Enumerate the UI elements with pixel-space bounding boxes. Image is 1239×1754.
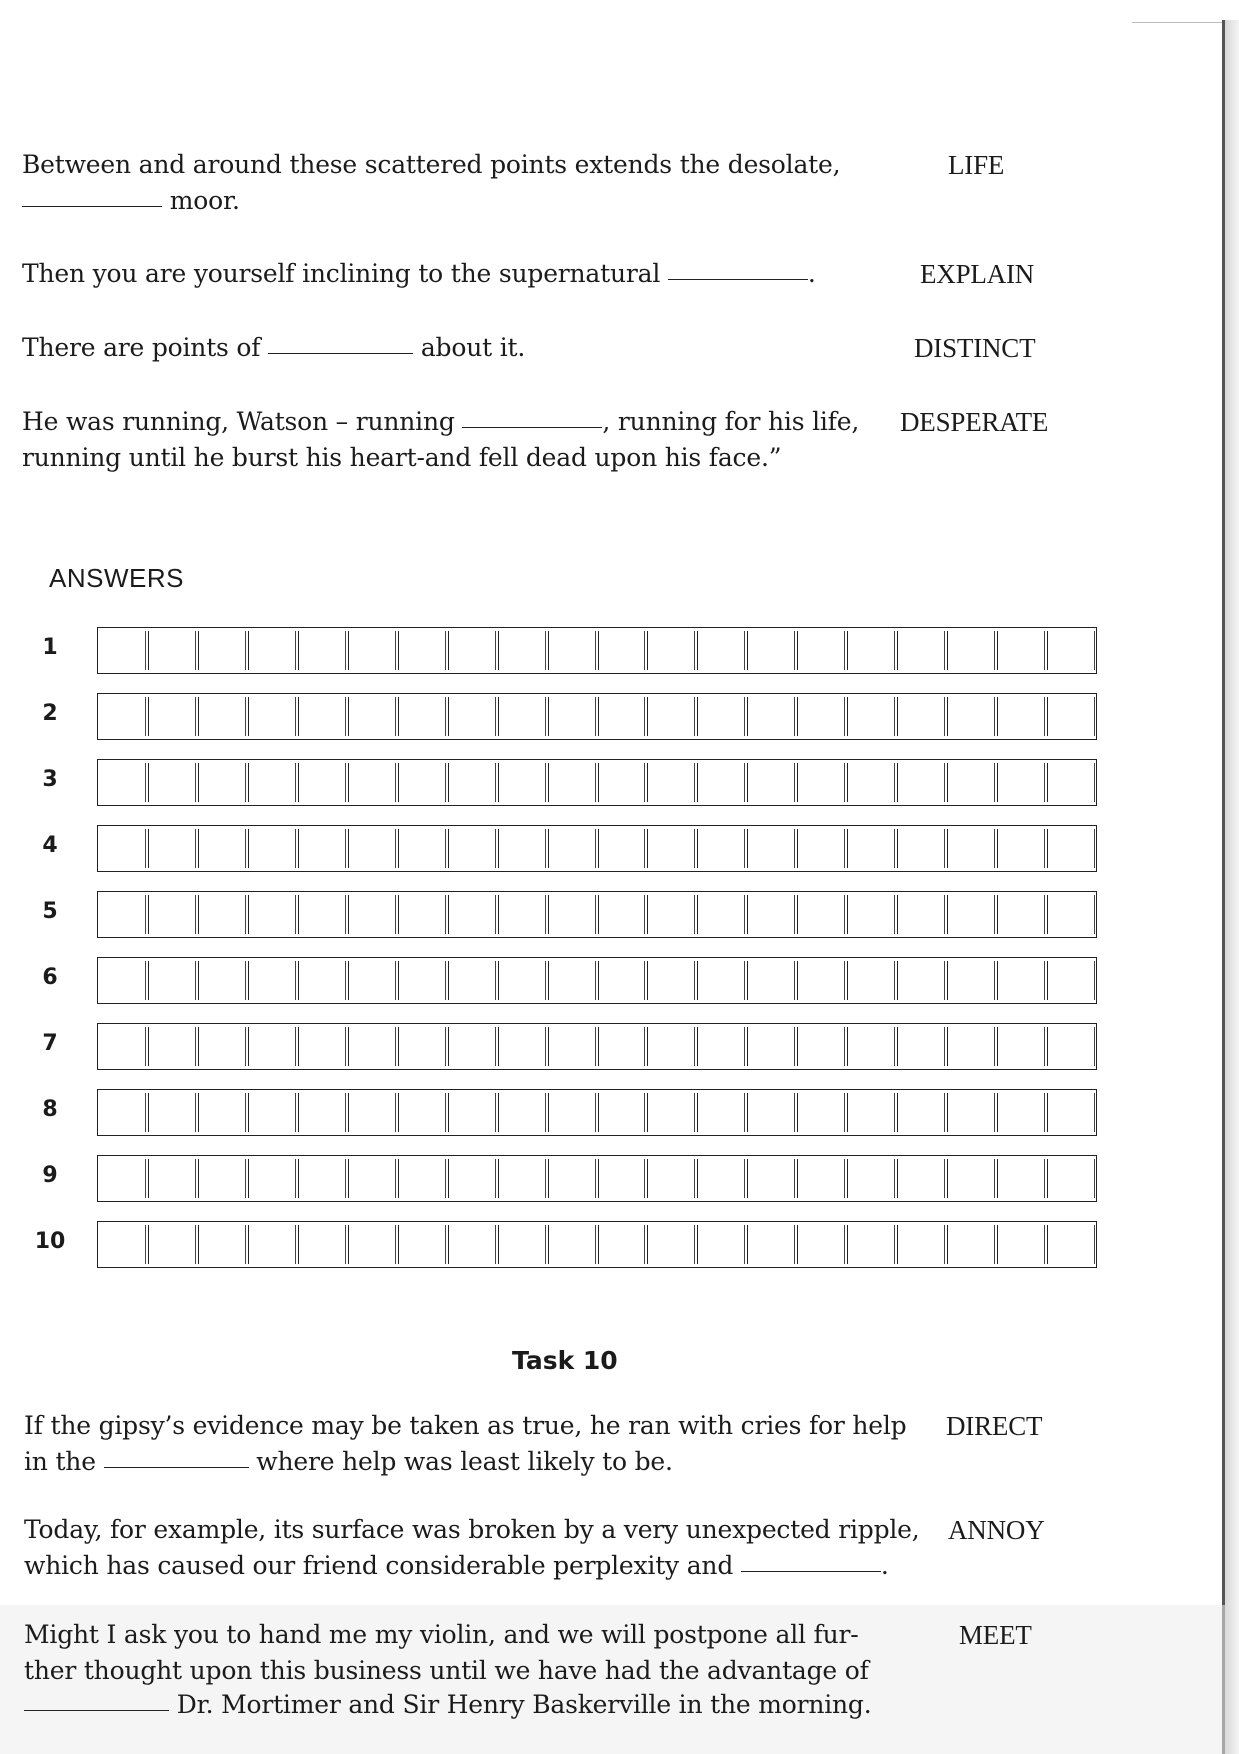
answer-letter-box[interactable] [647, 1159, 695, 1198]
answer-letter-box[interactable] [847, 631, 895, 670]
answer-letter-box[interactable] [997, 895, 1045, 934]
answer-letter-box[interactable] [747, 1027, 795, 1066]
answer-letter-box[interactable] [348, 1093, 396, 1132]
answer-letter-box[interactable] [797, 1225, 845, 1264]
sentence-text: Then you are yourself inclining to the supernatural [22, 259, 668, 288]
answer-letter-box[interactable] [248, 895, 296, 934]
answer-letter-box[interactable] [148, 1027, 196, 1066]
answer-letter-box[interactable] [148, 1225, 196, 1264]
answer-row [30, 825, 1100, 872]
keyword: ANNOY [948, 1515, 1045, 1545]
page-edge-shadow [1225, 20, 1239, 1754]
sentence-text: . [807, 259, 816, 288]
sentence-text: , running for his life, [602, 407, 860, 436]
answer-letter-box[interactable] [997, 829, 1045, 868]
answer-letter-box[interactable] [747, 1225, 795, 1264]
answer-letter-box[interactable] [99, 1159, 146, 1198]
answer-blank [104, 1466, 249, 1468]
answer-blank [22, 205, 162, 207]
answer-letter-box[interactable] [598, 1225, 646, 1264]
answer-letter-box[interactable] [548, 1093, 596, 1132]
answer-row [30, 1155, 1100, 1202]
answer-letter-box[interactable] [448, 1225, 496, 1264]
answer-letter-box[interactable] [298, 1159, 346, 1198]
sentence-text: Dr. Mortimer and Sir Henry Baskerville in the morning. [169, 1690, 872, 1719]
answer-letter-box[interactable] [747, 895, 795, 934]
answer-letter-box[interactable] [897, 1225, 945, 1264]
answer-letter-box[interactable] [198, 1159, 246, 1198]
answer-letter-box[interactable] [398, 1225, 446, 1264]
answer-letter-box[interactable] [598, 895, 646, 934]
answer-letter-box[interactable] [198, 763, 246, 802]
answer-letter-box[interactable] [1047, 829, 1095, 868]
answer-letter-box[interactable] [947, 1093, 995, 1132]
answer-letter-box[interactable] [947, 829, 995, 868]
answer-letter-box[interactable] [797, 961, 845, 1000]
answer-letter-box[interactable] [548, 1225, 596, 1264]
answer-letter-box[interactable] [448, 763, 496, 802]
answer-letter-box[interactable] [148, 631, 196, 670]
answer-letter-box[interactable] [847, 1093, 895, 1132]
answer-letter-box[interactable] [498, 1159, 546, 1198]
answer-letter-box[interactable] [897, 1027, 945, 1066]
answer-letter-box[interactable] [448, 1093, 496, 1132]
answer-letter-box[interactable] [947, 1159, 995, 1198]
answer-letter-box[interactable] [598, 631, 646, 670]
answer-letter-box[interactable] [398, 829, 446, 868]
answer-letter-box[interactable] [348, 829, 396, 868]
answer-letter-box[interactable] [697, 1225, 745, 1264]
answer-letter-box[interactable] [298, 1225, 346, 1264]
answer-letter-box[interactable] [348, 631, 396, 670]
answer-row [30, 759, 1100, 806]
answer-letter-box[interactable] [897, 631, 945, 670]
task10-item-3 [24, 1617, 1064, 1725]
answer-letter-box[interactable] [298, 895, 346, 934]
answer-letter-box[interactable] [647, 763, 695, 802]
answer-letter-box[interactable] [398, 1159, 446, 1198]
answer-blank [268, 352, 413, 354]
answer-letter-box[interactable] [647, 1225, 695, 1264]
answer-letter-box[interactable] [947, 895, 995, 934]
answer-letter-box[interactable] [997, 1027, 1045, 1066]
answer-letter-box[interactable] [697, 1027, 745, 1066]
sentence-text: which has caused our friend considerable perplexity and [24, 1551, 741, 1580]
answer-box-strip [97, 957, 1097, 1004]
answer-letter-box[interactable] [647, 631, 695, 670]
answer-letter-box[interactable] [1047, 1093, 1095, 1132]
exercise-item-1 [22, 147, 1062, 219]
answer-letter-box[interactable] [747, 763, 795, 802]
answer-letter-box[interactable] [99, 829, 146, 868]
answer-letter-box[interactable] [248, 631, 296, 670]
answer-letter-box[interactable] [298, 961, 346, 1000]
answer-letter-box[interactable] [198, 829, 246, 868]
task-title: Task 10 [512, 1346, 618, 1375]
answer-letter-box[interactable] [1047, 961, 1095, 1000]
answer-letter-box[interactable] [99, 895, 146, 934]
sentence-text: He was running, Watson – running [22, 407, 463, 436]
keyword: LIFE [948, 150, 1005, 180]
answer-letter-box[interactable] [148, 829, 196, 868]
answer-letter-box[interactable] [248, 1027, 296, 1066]
answer-letter-box[interactable] [298, 631, 346, 670]
answer-letter-box[interactable] [148, 763, 196, 802]
answer-letter-box[interactable] [448, 961, 496, 1000]
answer-letter-box[interactable] [947, 697, 995, 736]
answer-letter-box[interactable] [248, 1159, 296, 1198]
answer-letter-box[interactable] [697, 895, 745, 934]
answer-letter-box[interactable] [747, 697, 795, 736]
answer-letter-box[interactable] [598, 1093, 646, 1132]
keyword: EXPLAIN [920, 259, 1035, 289]
answer-letter-box[interactable] [697, 1159, 745, 1198]
answer-letter-box[interactable] [947, 1027, 995, 1066]
answer-letter-box[interactable] [997, 763, 1045, 802]
answer-row [30, 1089, 1100, 1136]
answer-letter-box[interactable] [647, 1093, 695, 1132]
exercise-item-4 [22, 404, 1062, 476]
page-edge [1222, 20, 1225, 1754]
answer-letter-box[interactable] [598, 763, 646, 802]
answer-box-strip [97, 891, 1097, 938]
answer-letter-box[interactable] [448, 631, 496, 670]
answer-letter-box[interactable] [498, 631, 546, 670]
answer-letter-box[interactable] [498, 961, 546, 1000]
answer-letter-box[interactable] [847, 1159, 895, 1198]
answer-letter-box[interactable] [248, 763, 296, 802]
answer-letter-box[interactable] [548, 763, 596, 802]
answer-letter-box[interactable] [548, 697, 596, 736]
answer-blank [462, 426, 602, 428]
answers-title: ANSWERS [49, 563, 184, 593]
answer-letter-box[interactable] [348, 961, 396, 1000]
answer-row-number: 6 [42, 965, 58, 990]
answer-letter-box[interactable] [248, 1225, 296, 1264]
answer-row-number: 3 [42, 767, 58, 792]
answer-letter-box[interactable] [897, 1093, 945, 1132]
answer-letter-box[interactable] [248, 961, 296, 1000]
answer-letter-box[interactable] [897, 829, 945, 868]
answer-letter-box[interactable] [747, 961, 795, 1000]
sentence-text: ther thought upon this business until we have had the advantage of [24, 1656, 869, 1685]
keyword: DISTINCT [914, 333, 1036, 363]
answer-letter-box[interactable] [1047, 1225, 1095, 1264]
answer-letter-box[interactable] [897, 961, 945, 1000]
answer-letter-box[interactable] [498, 1225, 546, 1264]
answer-box-strip [97, 1221, 1097, 1268]
answer-letter-box[interactable] [897, 1159, 945, 1198]
answer-letter-box[interactable] [847, 961, 895, 1000]
answer-letter-box[interactable] [99, 961, 146, 1000]
answer-letter-box[interactable] [99, 1225, 146, 1264]
answer-letter-box[interactable] [847, 829, 895, 868]
answer-letter-box[interactable] [997, 1093, 1045, 1132]
answer-letter-box[interactable] [847, 895, 895, 934]
answer-letter-box[interactable] [697, 829, 745, 868]
answer-letter-box[interactable] [598, 829, 646, 868]
answer-letter-box[interactable] [997, 697, 1045, 736]
answer-row-number: 2 [42, 701, 58, 726]
answer-letter-box[interactable] [847, 1225, 895, 1264]
answer-letter-box[interactable] [398, 1093, 446, 1132]
answer-letter-box[interactable] [1047, 763, 1095, 802]
answer-letter-box[interactable] [797, 1093, 845, 1132]
answer-letter-box[interactable] [598, 1027, 646, 1066]
answer-letter-box[interactable] [148, 961, 196, 1000]
answer-box-strip [97, 825, 1097, 872]
answer-letter-box[interactable] [398, 1027, 446, 1066]
answer-letter-box[interactable] [697, 1093, 745, 1132]
answer-letter-box[interactable] [348, 895, 396, 934]
answer-row [30, 891, 1100, 938]
answer-letter-box[interactable] [498, 1093, 546, 1132]
answer-letter-box[interactable] [947, 763, 995, 802]
answer-blank [741, 1570, 881, 1572]
answer-letter-box[interactable] [398, 763, 446, 802]
answer-letter-box[interactable] [647, 895, 695, 934]
answer-letter-box[interactable] [99, 631, 146, 670]
answer-letter-box[interactable] [99, 1093, 146, 1132]
answer-letter-box[interactable] [248, 1093, 296, 1132]
answer-row-number: 10 [34, 1229, 66, 1254]
answer-row-number: 5 [42, 899, 58, 924]
answer-letter-box[interactable] [1047, 895, 1095, 934]
answer-box-strip [97, 759, 1097, 806]
answer-box-strip [97, 627, 1097, 674]
task10-item-2 [24, 1512, 1064, 1584]
answer-blank [24, 1709, 169, 1711]
answer-letter-box[interactable] [897, 895, 945, 934]
answer-letter-box[interactable] [797, 895, 845, 934]
answer-letter-box[interactable] [498, 763, 546, 802]
page-edge-top [1132, 22, 1222, 23]
answer-letter-box[interactable] [797, 697, 845, 736]
answer-letter-box[interactable] [947, 1225, 995, 1264]
answer-letter-box[interactable] [348, 1159, 396, 1198]
answer-box-strip [97, 693, 1097, 740]
sentence-text: If the gipsy’s evidence may be taken as true, he ran with cries for help [24, 1411, 907, 1440]
task10-item-1 [24, 1408, 1064, 1480]
answer-letter-box[interactable] [248, 697, 296, 736]
answer-letter-box[interactable] [897, 697, 945, 736]
keyword: DESPERATE [900, 407, 1049, 437]
sentence-text: in the [24, 1447, 104, 1476]
answer-letter-box[interactable] [697, 697, 745, 736]
answer-letter-box[interactable] [448, 1159, 496, 1198]
answer-letter-box[interactable] [647, 697, 695, 736]
answer-letter-box[interactable] [997, 1159, 1045, 1198]
sentence-text: Today, for example, its surface was broken by a very unexpected ripple, [24, 1515, 920, 1544]
answer-letter-box[interactable] [99, 697, 146, 736]
answer-row-number: 8 [42, 1097, 58, 1122]
answer-letter-box[interactable] [348, 1225, 396, 1264]
answer-box-strip [97, 1089, 1097, 1136]
sentence-text: where help was least likely to be. [248, 1447, 673, 1476]
answer-letter-box[interactable] [797, 1159, 845, 1198]
sentence-text: There are points of [22, 333, 269, 362]
answer-row [30, 627, 1100, 674]
answer-letter-box[interactable] [697, 763, 745, 802]
answer-letter-box[interactable] [448, 1027, 496, 1066]
answer-letter-box[interactable] [747, 1093, 795, 1132]
answer-letter-box[interactable] [897, 763, 945, 802]
answer-letter-box[interactable] [298, 1027, 346, 1066]
answer-letter-box[interactable] [248, 829, 296, 868]
answer-letter-box[interactable] [1047, 697, 1095, 736]
answer-letter-box[interactable] [498, 895, 546, 934]
answer-letter-box[interactable] [697, 631, 745, 670]
answer-letter-box[interactable] [747, 829, 795, 868]
answer-letter-box[interactable] [99, 763, 146, 802]
answer-row-number: 1 [42, 635, 58, 660]
exercise-item-2 [22, 256, 1062, 296]
answer-letter-box[interactable] [448, 895, 496, 934]
answer-letter-box[interactable] [498, 829, 546, 868]
answer-letter-box[interactable] [847, 1027, 895, 1066]
answer-letter-box[interactable] [997, 961, 1045, 1000]
answer-letter-box[interactable] [548, 895, 596, 934]
answer-letter-box[interactable] [548, 1027, 596, 1066]
sentence-text: about it. [413, 333, 526, 362]
answer-letter-box[interactable] [797, 1027, 845, 1066]
answer-letter-box[interactable] [947, 631, 995, 670]
answer-letter-box[interactable] [99, 1027, 146, 1066]
answer-letter-box[interactable] [847, 763, 895, 802]
answer-letter-box[interactable] [697, 961, 745, 1000]
answer-letter-box[interactable] [148, 895, 196, 934]
answer-letter-box[interactable] [947, 961, 995, 1000]
answer-letter-box[interactable] [448, 697, 496, 736]
answer-letter-box[interactable] [548, 631, 596, 670]
sentence-text: Between and around these scattered points extends the desolate, [22, 150, 841, 179]
answer-row [30, 693, 1100, 740]
answer-letter-box[interactable] [198, 631, 246, 670]
answer-letter-box[interactable] [148, 1159, 196, 1198]
answer-letter-box[interactable] [198, 1093, 246, 1132]
answer-letter-box[interactable] [198, 961, 246, 1000]
answer-letter-box[interactable] [647, 1027, 695, 1066]
answer-row-number: 7 [42, 1031, 58, 1056]
answer-letter-box[interactable] [797, 631, 845, 670]
keyword: DIRECT [946, 1411, 1043, 1441]
answer-letter-box[interactable] [348, 1027, 396, 1066]
answer-letter-box[interactable] [398, 961, 446, 1000]
answer-letter-box[interactable] [598, 1159, 646, 1198]
answer-letter-box[interactable] [548, 829, 596, 868]
answer-letter-box[interactable] [298, 763, 346, 802]
answer-letter-box[interactable] [797, 829, 845, 868]
answer-letter-box[interactable] [598, 961, 646, 1000]
answer-letter-box[interactable] [398, 895, 446, 934]
answer-letter-box[interactable] [348, 763, 396, 802]
answer-row-number: 4 [42, 833, 58, 858]
answer-letter-box[interactable] [198, 1225, 246, 1264]
sentence-text: Might I ask you to hand me my violin, and we will postpone all fur- [24, 1620, 859, 1649]
answer-letter-box[interactable] [747, 631, 795, 670]
answer-letter-box[interactable] [1047, 1027, 1095, 1066]
answer-letter-box[interactable] [198, 895, 246, 934]
answer-box-strip [97, 1155, 1097, 1202]
answer-letter-box[interactable] [198, 697, 246, 736]
answer-letter-box[interactable] [847, 697, 895, 736]
answer-letter-box[interactable] [148, 697, 196, 736]
answer-letter-box[interactable] [498, 697, 546, 736]
answer-letter-box[interactable] [198, 1027, 246, 1066]
answer-letter-box[interactable] [148, 1093, 196, 1132]
answer-letter-box[interactable] [448, 829, 496, 868]
answer-letter-box[interactable] [797, 763, 845, 802]
answer-blank [668, 278, 808, 280]
answer-letter-box[interactable] [298, 697, 346, 736]
answer-letter-box[interactable] [997, 631, 1045, 670]
answer-letter-box[interactable] [298, 829, 346, 868]
answer-letter-box[interactable] [498, 1027, 546, 1066]
answer-letter-box[interactable] [747, 1159, 795, 1198]
answer-letter-box[interactable] [348, 697, 396, 736]
sentence-text: . [880, 1551, 889, 1580]
answer-letter-box[interactable] [398, 631, 446, 670]
answer-letter-box[interactable] [548, 1159, 596, 1198]
answer-letter-box[interactable] [398, 697, 446, 736]
answer-row-number: 9 [42, 1163, 58, 1188]
sentence-text: running until he burst his heart-and fell dead upon his face.” [22, 443, 782, 472]
answer-row [30, 1023, 1100, 1070]
answer-letter-box[interactable] [997, 1225, 1045, 1264]
answer-letter-box[interactable] [1047, 1159, 1095, 1198]
answer-letter-box[interactable] [647, 829, 695, 868]
answer-box-strip [97, 1023, 1097, 1070]
answer-row [30, 1221, 1100, 1268]
sentence-text: moor. [162, 186, 240, 215]
answer-letter-box[interactable] [647, 961, 695, 1000]
answer-letter-box[interactable] [548, 961, 596, 1000]
keyword: MEET [959, 1620, 1032, 1650]
exercise-item-3 [22, 330, 1062, 370]
answer-letter-box[interactable] [298, 1093, 346, 1132]
answer-letter-box[interactable] [598, 697, 646, 736]
answer-letter-box[interactable] [1047, 631, 1095, 670]
answer-row [30, 957, 1100, 1004]
